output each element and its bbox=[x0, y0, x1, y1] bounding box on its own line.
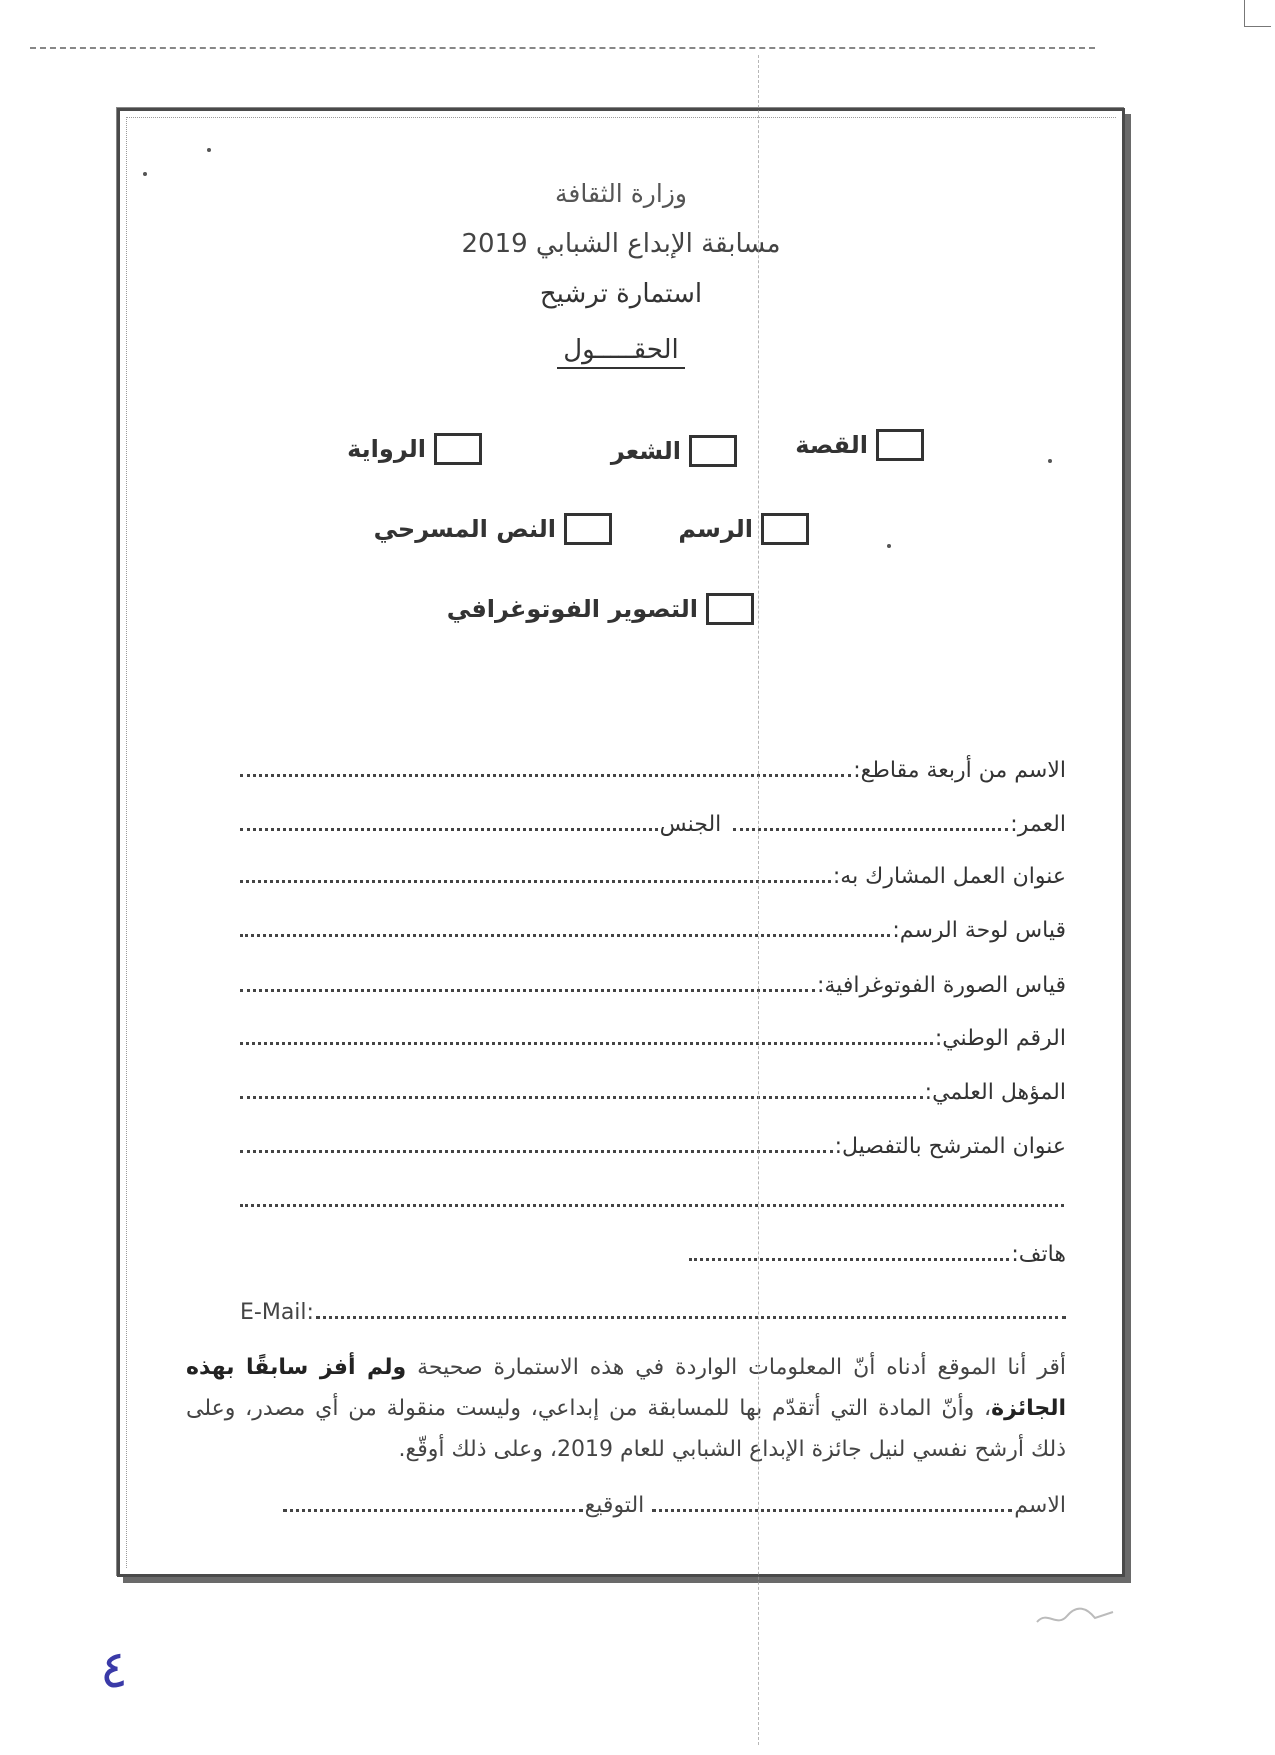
declaration-bold: ولم أفز سابقًا بهذه الجائزة bbox=[186, 1355, 1066, 1421]
field-phone[interactable] bbox=[240, 1235, 1066, 1267]
field-email[interactable] bbox=[240, 1293, 1066, 1325]
signature-sign-label: التوقيع bbox=[584, 1493, 645, 1518]
checkbox-theatre[interactable] bbox=[564, 513, 612, 545]
field-national-id-line[interactable] bbox=[240, 1042, 933, 1045]
field-gender-label: الجنس bbox=[659, 812, 722, 837]
scan-fold-line bbox=[758, 55, 759, 1745]
field-photo-size-label: قياس الصورة الفوتوغرافية: bbox=[816, 973, 1066, 998]
field-qualification-line[interactable] bbox=[240, 1096, 923, 1099]
field-photo-size[interactable] bbox=[240, 966, 1066, 998]
signature-row[interactable] bbox=[230, 1493, 1066, 1518]
contest-title: مسابقة الإبداع الشبابي 2019 bbox=[461, 229, 781, 259]
field-address-line[interactable] bbox=[240, 1150, 833, 1153]
checkbox-photography[interactable] bbox=[706, 593, 754, 625]
option-story[interactable] bbox=[795, 429, 924, 461]
option-novel-label: الرواية bbox=[347, 435, 426, 463]
signature-name-label: الاسم bbox=[1014, 1493, 1066, 1518]
option-photography-label: التصوير الفوتوغرافي bbox=[446, 595, 698, 623]
option-photography[interactable] bbox=[447, 593, 754, 625]
field-address-line-2[interactable] bbox=[240, 1204, 1064, 1207]
checkbox-novel[interactable] bbox=[434, 433, 482, 465]
field-qualification[interactable] bbox=[240, 1073, 1066, 1105]
checkbox-poetry[interactable] bbox=[689, 435, 737, 467]
field-address-continued[interactable] bbox=[240, 1181, 1066, 1213]
form-title: استمارة ترشيح bbox=[539, 279, 703, 309]
field-canvas-size-line[interactable] bbox=[240, 934, 890, 937]
checkbox-drawing[interactable] bbox=[761, 513, 809, 545]
field-canvas-size-label: قياس لوحة الرسم: bbox=[892, 918, 1066, 943]
form-frame bbox=[117, 108, 1125, 1577]
declaration-text bbox=[186, 1347, 1066, 1470]
fields-heading bbox=[120, 335, 1122, 365]
checkbox-story[interactable] bbox=[876, 429, 924, 461]
ministry-title: وزارة الثقافة bbox=[555, 179, 687, 208]
declaration-part-1: أقر أنا الموقع أدناه أنّ المعلومات الواردة في هذه الاستمارة صحيحة bbox=[406, 1355, 1066, 1380]
scan-corner-mark bbox=[1244, 0, 1271, 27]
field-canvas-size[interactable] bbox=[240, 911, 1066, 943]
option-theatre[interactable] bbox=[374, 513, 612, 545]
field-work-title[interactable] bbox=[240, 857, 1066, 889]
signature-name-line[interactable] bbox=[652, 1509, 1012, 1512]
field-work-title-line[interactable] bbox=[240, 880, 831, 883]
field-name-label: الاسم من أربعة مقاطع: bbox=[853, 758, 1066, 783]
scan-speck bbox=[1048, 459, 1052, 463]
option-story-label: القصة bbox=[795, 431, 868, 459]
option-poetry-label: الشعر bbox=[610, 437, 681, 465]
scribble-mark bbox=[1035, 1600, 1115, 1630]
field-gender-line[interactable] bbox=[240, 828, 658, 831]
scan-speck bbox=[207, 148, 211, 152]
scan-top-line bbox=[30, 47, 1095, 49]
option-poetry[interactable] bbox=[611, 435, 737, 467]
field-national-id[interactable] bbox=[240, 1019, 1066, 1051]
option-theatre-label: النص المسرحي bbox=[373, 515, 556, 543]
declaration-part-2: ، وأنّ المادة التي أتقدّم بها للمسابقة من إبداعي، وليست منقولة من أي مصدر، وعلى ذلك أرشح نفسي لنيل جائزة الإبداع الشبابي للعام 2019، وعلى ذلك أوقّع. bbox=[186, 1396, 1066, 1462]
field-phone-label: هاتف: bbox=[1011, 1242, 1066, 1267]
option-drawing-label: الرسم bbox=[678, 515, 753, 543]
field-qualification-label: المؤهل العلمي: bbox=[924, 1080, 1066, 1105]
field-age-label: العمر: bbox=[1010, 812, 1066, 837]
option-novel[interactable] bbox=[347, 433, 482, 465]
field-phone-line[interactable] bbox=[689, 1258, 1009, 1261]
field-name[interactable] bbox=[240, 751, 1066, 783]
field-email-line[interactable] bbox=[316, 1316, 1066, 1319]
field-age-gender[interactable] bbox=[240, 805, 1066, 837]
field-email-label: E-Mail: bbox=[240, 1300, 314, 1325]
signature-sign-line[interactable] bbox=[283, 1509, 583, 1512]
scan-speck bbox=[887, 544, 891, 548]
field-work-title-label: عنوان العمل المشارك به: bbox=[832, 864, 1066, 889]
scan-speck bbox=[143, 172, 147, 176]
field-name-line[interactable] bbox=[240, 774, 851, 777]
fields-heading-text: الحقـــــول bbox=[557, 335, 685, 369]
field-national-id-label: الرقم الوطني: bbox=[934, 1026, 1066, 1051]
field-photo-size-line[interactable] bbox=[240, 989, 815, 992]
option-drawing[interactable] bbox=[678, 513, 809, 545]
handwritten-page-number: ٤ bbox=[100, 1640, 128, 1700]
field-age-line[interactable] bbox=[733, 828, 1008, 831]
field-address[interactable] bbox=[240, 1127, 1066, 1159]
field-address-label: عنوان المترشح بالتفصيل: bbox=[834, 1134, 1066, 1159]
